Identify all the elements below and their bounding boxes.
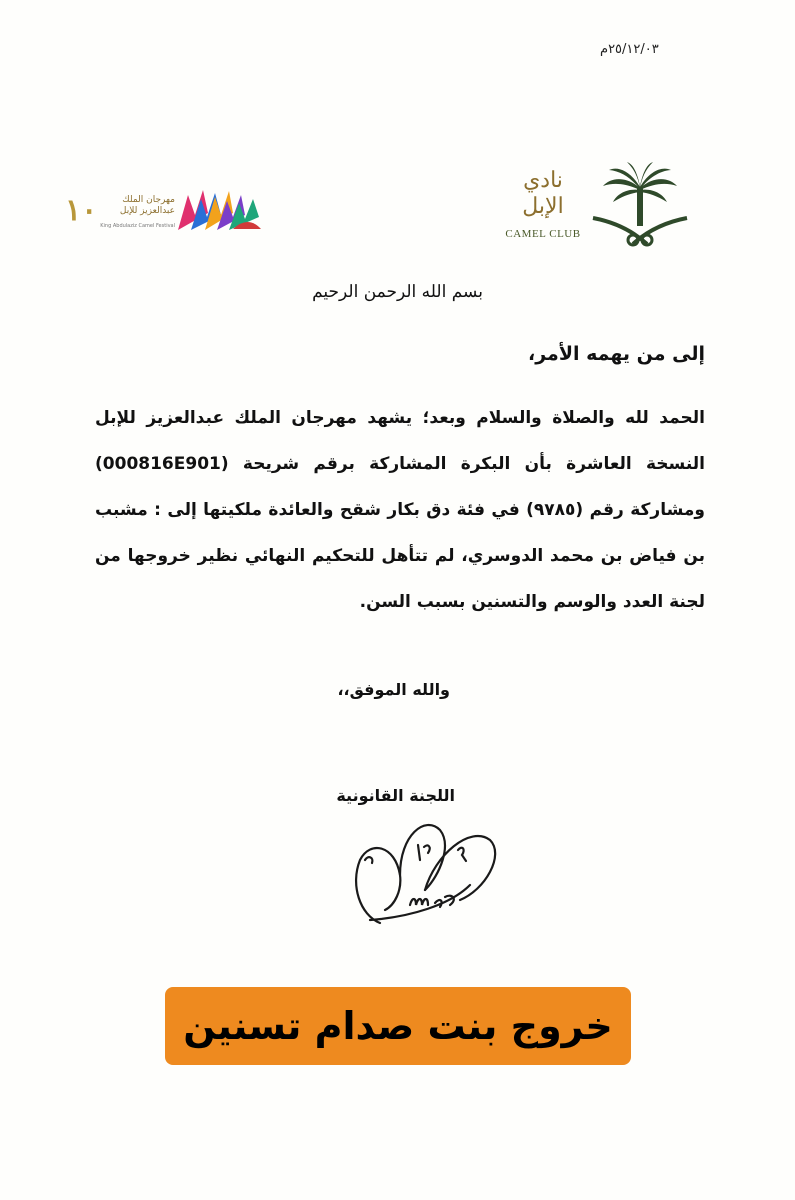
festival-name-english: King Abdulaziz Camel Festival: [100, 223, 175, 229]
colorful-camels-icon: [173, 185, 263, 235]
festival-edition-number: ١٠: [65, 193, 98, 228]
camel-festival-logo: [65, 185, 265, 245]
letter-body: الحمد لله والصلاة والسلام وبعد؛ يشهد مهرجان الملك عبدالعزيز للإبل النسخة العاشرة بأن البكرة المشاركة برقم شريحة (000816E901) ومشاركة رقم (٩٧٨٥) في فئة دق بكار شقح والعائدة ملكيتها إلى : مشبب بن فياض بن محمد الدوسري، لم تتأهل للتحكيم النهائي نظير خروجها من لجنة العدد والوسم والتسنين بسبب السن.: [95, 408, 705, 612]
letter-closing: والله الموفق،،: [337, 680, 450, 699]
handwritten-signature: [340, 805, 510, 935]
camel-club-logo: [505, 160, 695, 250]
letter-greeting: إلى من يهمه الأمر،: [528, 343, 705, 365]
basmala-heading: بسم الله الرحمن الرحيم: [312, 282, 483, 302]
festival-name-arabic: مهرجان الملك عبدالعزيز للإبل: [119, 195, 175, 216]
camel-club-logo-arabic: نادي الإبل: [522, 168, 564, 219]
signatory-committee: اللجنة القانونية: [336, 786, 455, 805]
camel-club-logo-english: CAMEL CLUB: [505, 228, 581, 240]
document-date: ٢٥/١٢/٠٣م: [600, 42, 659, 57]
result-banner-text: خروج بنت صدام تسنين: [183, 1004, 613, 1048]
result-banner: [165, 987, 631, 1065]
palm-swords-emblem-icon: [585, 160, 695, 250]
